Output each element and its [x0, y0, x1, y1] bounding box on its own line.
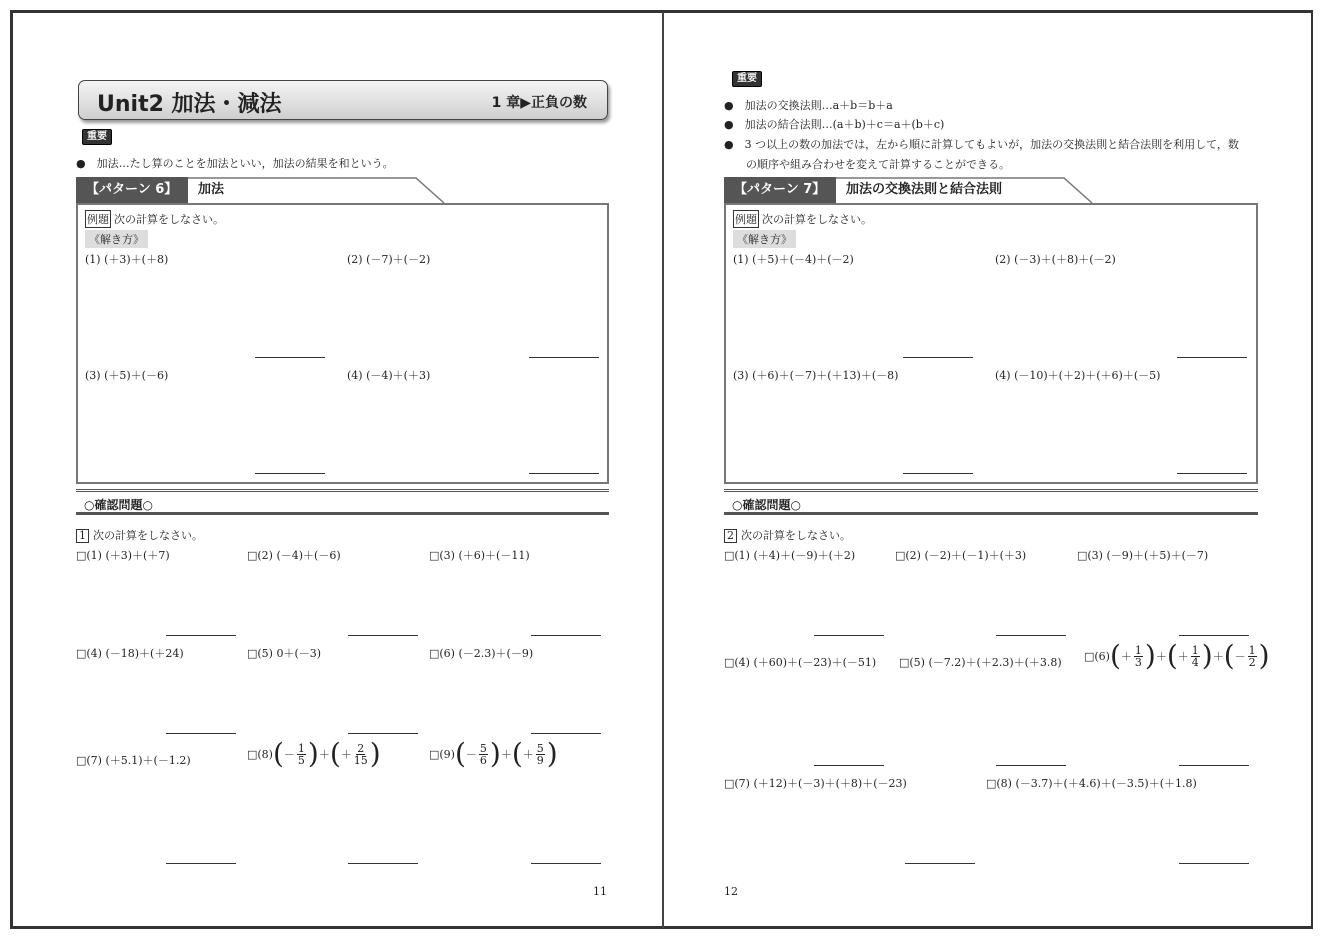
kaikata-label: 《解き方》 [733, 230, 796, 248]
question-number: 2 [724, 529, 737, 543]
fraction-sign: ＋ [522, 748, 534, 761]
unit-header [78, 80, 608, 120]
paren: ( [1166, 639, 1178, 672]
answer-line [531, 863, 601, 864]
answer-line [348, 733, 418, 734]
question-text: 次の計算をしなさい。 [741, 529, 851, 542]
question-item[interactable]: □(5) (－7.2)＋(＋2.3)＋(＋3.8) [899, 656, 1062, 669]
example-1: (1) (＋5)＋(－4)＋(－2) [733, 253, 854, 266]
fraction [297, 743, 306, 766]
plus-sign: ＋ [1155, 650, 1167, 663]
example-2: (2) (－3)＋(＋8)＋(－2) [995, 253, 1116, 266]
question-item[interactable]: □(3) (－9)＋(＋5)＋(－7) [1077, 549, 1209, 562]
answer-line [996, 765, 1066, 766]
answer-line [255, 357, 325, 358]
question-item[interactable]: □(8) (－3.7)＋(＋4.6)＋(－3.5)＋(＋1.8) [986, 777, 1197, 790]
denominator: 15 [353, 753, 368, 767]
numerator: 2 [357, 741, 365, 755]
example-3: (3) (＋5)＋(－6) [85, 369, 169, 382]
question-item-6[interactable] [1084, 639, 1270, 672]
rule-three-numbers-cont: の順序や組み合わせを変えて計算することができる。 [746, 158, 1010, 171]
pattern-title: 加法 [198, 182, 225, 197]
answer-line [996, 635, 1066, 636]
answer-line [166, 635, 236, 636]
denominator: 6 [479, 753, 487, 767]
answer-line [1177, 473, 1247, 474]
pattern-label: 【パターン 6】 [76, 177, 188, 203]
plus-sign: ＋ [1212, 650, 1224, 663]
answer-line [348, 863, 418, 864]
numerator: 5 [479, 741, 487, 755]
answer-line [814, 635, 884, 636]
fraction-sign: ＋ [1177, 650, 1189, 663]
answer-line [903, 357, 973, 358]
plus-sign: ＋ [500, 748, 512, 761]
numerator: 1 [1134, 643, 1142, 657]
question-item[interactable]: □(4) (－18)＋(＋24) [76, 647, 184, 660]
confirm-heading: ○確認問題○ [732, 498, 801, 512]
confirm-bar [76, 489, 609, 515]
example-heading [733, 210, 872, 228]
numerator: 1 [1248, 643, 1256, 657]
answer-line [905, 863, 975, 864]
associative-law: ● 加法の結合法則…(a＋b)＋c＝a＋(b＋c) [724, 118, 945, 131]
page-number: 11 [593, 885, 607, 898]
answer-line [814, 765, 884, 766]
pattern-title: 加法の交換法則と結合法則 [846, 182, 1003, 197]
fraction [354, 743, 368, 766]
example-4: (4) (－4)＋(＋3) [347, 369, 431, 382]
commutative-law: ● 加法の交換法則…a＋b＝b＋a [724, 99, 893, 112]
fraction-sign: ＋ [340, 748, 352, 761]
paren: ( [1223, 639, 1235, 672]
question-item[interactable]: □(5) 0＋(－3) [247, 647, 322, 660]
question-item[interactable]: □(1) (＋4)＋(－9)＋(＋2) [724, 549, 856, 562]
paren: ) [546, 737, 558, 770]
answer-line [348, 635, 418, 636]
question-label: □(9) [429, 747, 455, 761]
paren: ) [1258, 639, 1270, 672]
question-heading [724, 527, 851, 543]
example-4: (4) (－10)＋(＋2)＋(＋6)＋(－5) [995, 369, 1161, 382]
pattern6-box [76, 203, 609, 484]
paren: ( [454, 737, 466, 770]
question-item-8[interactable] [247, 737, 381, 770]
example-text: 次の計算をしなさい。 [114, 213, 224, 226]
confirm-heading: ○確認問題○ [84, 498, 153, 512]
paren: ) [1201, 639, 1213, 672]
answer-line [1179, 635, 1249, 636]
plus-sign: ＋ [318, 748, 330, 761]
question-label: □(6) [1084, 649, 1110, 663]
example-heading [85, 210, 224, 228]
fraction [479, 743, 488, 766]
question-item[interactable]: □(3) (＋6)＋(－11) [429, 549, 530, 562]
fraction-sign: － [1234, 650, 1246, 663]
answer-line [166, 863, 236, 864]
fraction [1248, 645, 1257, 668]
question-item-9[interactable] [429, 737, 558, 770]
paren: ) [307, 737, 319, 770]
example-tag: 例題 [85, 210, 111, 228]
page-number: 12 [724, 885, 738, 898]
question-text: 次の計算をしなさい。 [93, 529, 203, 542]
paren: ( [511, 737, 523, 770]
rule-three-numbers: ● 3 つ以上の数の加法では，左から順に計算してもよいが，加法の交換法則と結合法則を利用して，数 [724, 138, 1239, 151]
paren: ) [369, 737, 381, 770]
denominator: 4 [1191, 655, 1199, 669]
answer-line [1179, 863, 1249, 864]
question-item[interactable]: □(7) (＋5.1)＋(－1.2) [76, 754, 191, 767]
answer-line [531, 635, 601, 636]
answer-line [166, 733, 236, 734]
page-spine [662, 12, 664, 928]
paren: ) [1144, 639, 1156, 672]
kaikata-label: 《解き方》 [85, 230, 148, 248]
paren: ( [329, 737, 341, 770]
question-item[interactable]: □(6) (－2.3)＋(－9) [429, 647, 534, 660]
answer-line [903, 473, 973, 474]
answer-line [255, 473, 325, 474]
question-item[interactable]: □(2) (－2)＋(－1)＋(＋3) [895, 549, 1027, 562]
question-number: 1 [76, 529, 89, 543]
question-item[interactable]: □(4) (＋60)＋(－23)＋(－51) [724, 656, 877, 669]
question-item[interactable]: □(1) (＋3)＋(＋7) [76, 549, 170, 562]
important-badge: 重要 [732, 71, 762, 87]
answer-line [531, 733, 601, 734]
question-item[interactable]: □(7) (＋12)＋(－3)＋(＋8)＋(－23) [724, 777, 907, 790]
example-tag: 例題 [733, 210, 759, 228]
fraction-sign: － [283, 748, 295, 761]
example-text: 次の計算をしなさい。 [762, 213, 872, 226]
denominator: 5 [297, 753, 305, 767]
question-label: □(8) [247, 747, 273, 761]
fraction-sign: ＋ [1120, 650, 1132, 663]
denominator: 3 [1134, 655, 1142, 669]
answer-line [1177, 357, 1247, 358]
pattern7-box [724, 203, 1258, 484]
answer-line [529, 357, 599, 358]
fraction-sign: － [465, 748, 477, 761]
example-3: (3) (＋6)＋(－7)＋(＋13)＋(－8) [733, 369, 899, 382]
denominator: 9 [536, 753, 544, 767]
fraction [1191, 645, 1200, 668]
chapter-label: 1 章▶正負の数 [491, 95, 587, 111]
numerator: 5 [536, 741, 544, 755]
confirm-bar [724, 489, 1258, 515]
pattern7-tab [724, 177, 1094, 203]
paren: ( [1109, 639, 1121, 672]
numerator: 1 [1191, 643, 1199, 657]
paren: ) [489, 737, 501, 770]
question-heading [76, 527, 203, 543]
example-2: (2) (－7)＋(－2) [347, 253, 431, 266]
fraction [1134, 645, 1143, 668]
answer-line [529, 473, 599, 474]
fraction [536, 743, 545, 766]
example-1: (1) (＋3)＋(＋8) [85, 253, 169, 266]
unit-title: Unit2 加法・減法 [97, 92, 282, 117]
addition-definition: ● 加法…たし算のことを加法といい，加法の結果を和という。 [76, 157, 394, 170]
paren: ( [272, 737, 284, 770]
question-item[interactable]: □(2) (－4)＋(－6) [247, 549, 341, 562]
denominator: 2 [1248, 655, 1256, 669]
important-badge: 重要 [82, 129, 112, 145]
answer-line [1179, 765, 1249, 766]
pattern6-tab [76, 177, 446, 203]
pattern-label: 【パターン 7】 [724, 177, 836, 203]
numerator: 1 [297, 741, 305, 755]
